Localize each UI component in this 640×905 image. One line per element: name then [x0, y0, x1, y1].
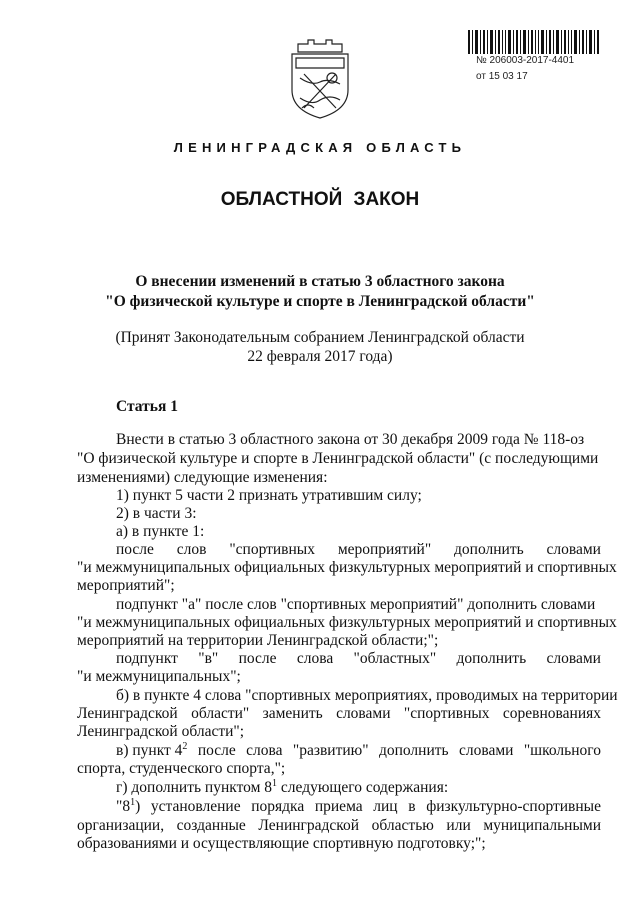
paragraph-3-line-1: подпункт "в" после слова "областных" дополнить словами — [116, 650, 601, 667]
intro-line-3: изменениями) следующие изменения: — [77, 469, 328, 486]
document-type-heading: ОБЛАСТНОЙ ЗАКОН — [220, 189, 420, 210]
barcode-icon — [468, 30, 600, 54]
paragraph-2-line-2: "и межмуниципальных официальных физкультурных мероприятий и спортивных — [77, 614, 617, 631]
law-title-line-1: О внесении изменений в статью 3 областного закона — [135, 273, 505, 290]
paragraph-2-line-3: мероприятий на территории Ленинградской области;"; — [77, 632, 439, 649]
paragraph-2-line-1: подпункт "а" после слов "спортивных мероприятий" дополнить словами — [116, 596, 596, 613]
article-heading: Статья 1 — [116, 398, 178, 415]
subitem-b-line-2: Ленинградской области" заменить словами "спортивных соревнованиях — [77, 705, 601, 722]
coat-of-arms-icon — [286, 38, 354, 120]
adoption-note-line-2: 22 февраля 2017 года) — [247, 348, 393, 365]
subitem-g: г) дополнить пунктом $8^1$ следующего содержания: — [116, 778, 449, 796]
subitem-a: а) в пункте 1: — [116, 523, 205, 540]
item-2: 2) в части 3: — [116, 505, 197, 522]
law-title-line-2: "О физической культуре и спорте в Ленинградской области" — [105, 293, 535, 310]
intro-line-2: "О физической культуре и спорте в Ленинградской области" (с последующими — [77, 450, 599, 467]
region-heading: ЛЕНИНГРАДСКАЯ ОБЛАСТЬ — [173, 140, 467, 155]
adoption-note-line-1: (Принят Законодательным собранием Ленинградской области — [115, 329, 525, 346]
paragraph-1-line-3: мероприятий"; — [77, 577, 175, 594]
paragraph-1-line-1: после слов "спортивных мероприятий" дополнить словами — [116, 541, 601, 558]
registration-date: от 15 03 17 — [476, 71, 528, 82]
item-1: 1) пункт 5 части 2 признать утратившим силу; — [116, 487, 422, 504]
subitem-b-line-1: б) в пункте 4 слова "спортивных мероприятиях, проводимых на территории — [116, 687, 618, 704]
quoted-point-line-2: организации, созданные Ленинградской областью или муниципальными — [77, 817, 601, 834]
paragraph-1-line-2: "и межмуниципальных официальных физкультурных мероприятий и спортивных — [77, 559, 617, 576]
registration-number: № 206003-2017-4401 — [476, 55, 575, 66]
intro-line-1: Внести в статью 3 областного закона от 30 декабря 2009 года № 118-оз — [116, 431, 585, 448]
quoted-point-line-1: "$8^1$) установление порядка приема лиц в физкультурно-спортивные — [116, 797, 601, 815]
quoted-point-line-3: образованиями и осуществляющие спортивную подготовку;"; — [77, 835, 486, 852]
subitem-v-line-1: в) пункт $4^2$ после слова "развитию" дополнить словами "школьного — [116, 741, 601, 759]
subitem-b-line-3: Ленинградской области"; — [77, 723, 245, 740]
paragraph-3-line-2: "и межмуниципальных"; — [77, 668, 241, 685]
subitem-v-line-2: спорта, студенческого спорта,"; — [77, 760, 286, 777]
